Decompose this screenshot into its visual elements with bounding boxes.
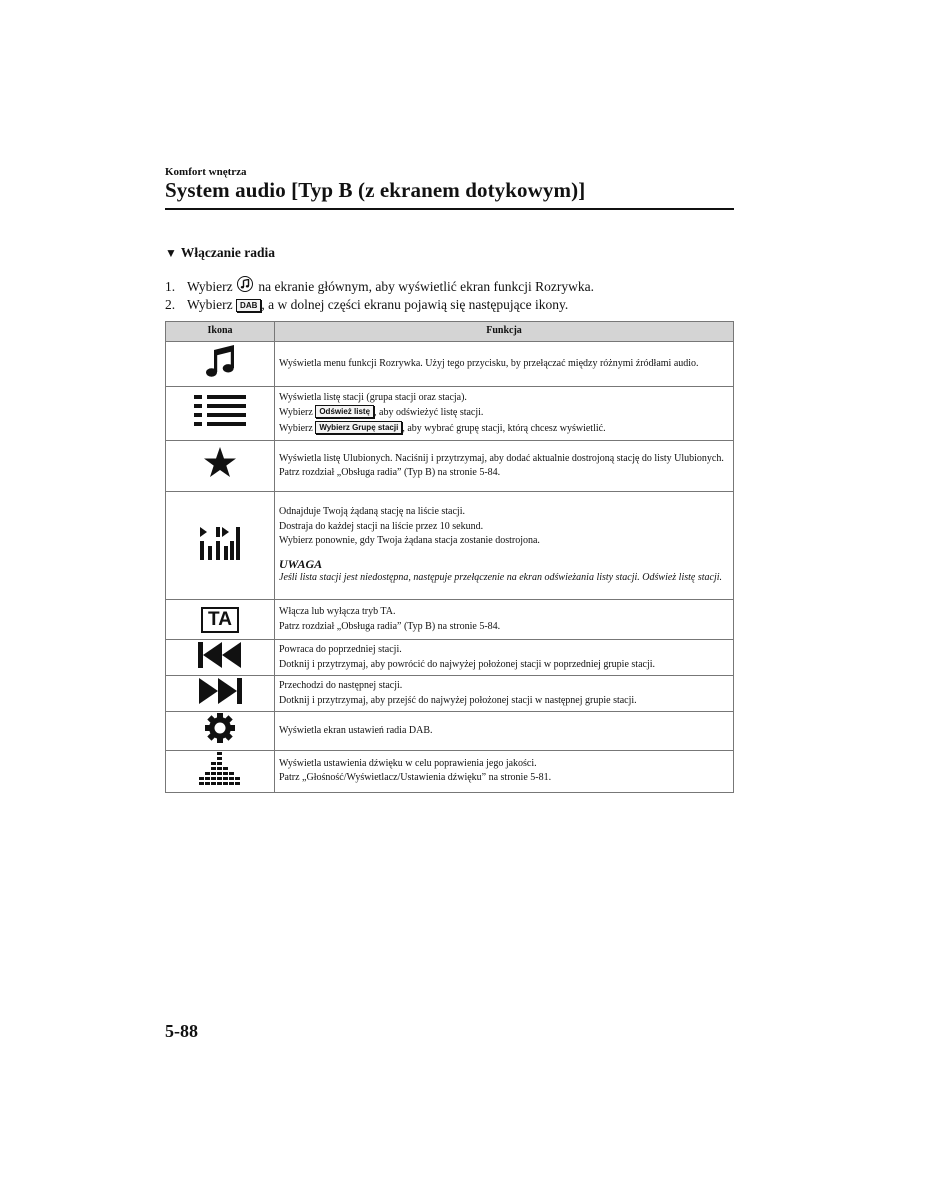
function-cell xyxy=(275,750,734,792)
table-row xyxy=(166,387,734,441)
function-text: Wyświetla listę Ulubionych. Naciśnij i przytrzymaj, aby dodać aktualnie dostrojoną stację do listy Ulubionych. xyxy=(279,452,724,464)
function-text: Wyświetla ustawienia dźwięku w celu poprawienia jego jakości. xyxy=(279,757,537,769)
note-text: Jeśli lista stacji jest niedostępna, następuje przełączenie na ekran odświeżania listy stacji. Odśwież listę stacji. xyxy=(279,572,723,584)
station-list-icon xyxy=(194,393,246,429)
next-track-icon xyxy=(198,677,242,705)
step-text: , a w dolnej części ekranu pojawią się następujące ikony. xyxy=(261,297,569,312)
music-note-circle-icon xyxy=(237,276,253,292)
function-text: Dotknij i przytrzymaj, aby powrócić do najwyżej położonej stacji w poprzedniej grupie stacji. xyxy=(279,658,655,670)
icon-cell xyxy=(166,342,275,387)
title-divider xyxy=(165,208,734,210)
function-text: Patrz rozdział „Obsługa radia” (Typ B) na stronie 5-84. xyxy=(279,467,501,478)
header-icon-column: Ikona xyxy=(166,322,275,342)
icon-function-table xyxy=(165,321,734,793)
function-text-part: , aby odświeżyć listę stacji. xyxy=(374,407,484,419)
header-function-column: Funkcja xyxy=(275,322,734,342)
icon-cell xyxy=(166,712,275,751)
function-text: Włącza lub wyłącza tryb TA. xyxy=(279,606,396,617)
step-number: 2. xyxy=(165,297,176,312)
function-text-part: Wybierz xyxy=(279,422,316,434)
function-text: Wybierz ponownie, gdy Twoja żądana stacja zostanie dostrojona. xyxy=(279,535,540,547)
triangle-marker-icon: ▼ xyxy=(165,246,177,260)
function-cell xyxy=(275,492,734,600)
step-1 xyxy=(165,276,594,295)
function-cell xyxy=(275,640,734,676)
function-text: Wyświetla menu funkcji Rozrywka. Użyj tego przycisku, by przełączać między różnymi źródłami audio. xyxy=(279,357,699,369)
function-text: Przechodzi do następnej stacji. xyxy=(279,680,403,691)
function-text: Patrz „Głośność/Wyświetlacz/Ustawienia dźwięku” na stronie 5-81. xyxy=(279,772,552,783)
previous-track-icon xyxy=(198,641,242,669)
dab-button-chip: DAB xyxy=(236,299,261,312)
function-cell xyxy=(275,342,734,387)
scan-icon xyxy=(200,525,240,561)
function-cell xyxy=(275,600,734,640)
table-row xyxy=(166,750,734,792)
table-header-row xyxy=(166,322,734,342)
table-row xyxy=(166,492,734,600)
page-number: 5-88 xyxy=(165,1021,198,1041)
step-text: na ekranie głównym, aby wyświetlić ekran funkcji Rozrywka. xyxy=(255,279,594,294)
note-heading: UWAGA xyxy=(279,556,323,571)
ta-icon: TA xyxy=(201,607,239,633)
function-text: Wyświetla ekran ustawień radia DAB. xyxy=(279,724,433,736)
function-cell xyxy=(275,441,734,492)
icon-cell xyxy=(166,387,275,441)
step-number: 1. xyxy=(165,279,176,294)
function-cell xyxy=(275,676,734,712)
icon-cell xyxy=(166,676,275,712)
table-row xyxy=(166,441,734,492)
table-row xyxy=(166,640,734,676)
subheading-text: Włączanie radia xyxy=(180,245,276,260)
table-row xyxy=(166,676,734,712)
star-icon xyxy=(203,446,237,480)
step-text: Wybierz xyxy=(187,297,237,312)
function-text: Powraca do poprzedniej stacji. xyxy=(279,644,402,655)
equalizer-icon xyxy=(199,751,241,785)
function-text-part: , aby wybrać grupę stacji, którą chcesz wyświetlić. xyxy=(402,422,606,434)
refresh-list-button-chip: Odśwież listę xyxy=(315,405,374,418)
subheading xyxy=(165,245,275,261)
function-text: Dostraja do każdej stacji na liście przez 10 sekund. xyxy=(279,520,484,532)
step-text: Wybierz xyxy=(187,279,237,294)
icon-cell xyxy=(166,600,275,640)
music-note-icon xyxy=(203,344,237,378)
step-2 xyxy=(165,297,568,313)
gear-icon xyxy=(204,712,236,744)
table-row xyxy=(166,342,734,387)
icon-cell xyxy=(166,441,275,492)
section-label: Komfort wnętrza xyxy=(165,166,247,178)
function-text xyxy=(279,421,729,437)
function-cell xyxy=(275,712,734,751)
icon-cell xyxy=(166,492,275,600)
function-text-part: Wybierz xyxy=(279,407,316,419)
table-row xyxy=(166,600,734,640)
function-text xyxy=(279,405,729,421)
icon-cell xyxy=(166,750,275,792)
table-row xyxy=(166,712,734,751)
function-cell xyxy=(275,387,734,441)
function-text: Odnajduje Twoją żądaną stację na liście stacji. xyxy=(279,506,465,518)
function-text: Dotknij i przytrzymaj, aby przejść do najwyżej położonej stacji w następnej grupie stacji. xyxy=(279,694,637,706)
function-text: Patrz rozdział „Obsługa radia” (Typ B) na stronie 5-84. xyxy=(279,620,501,632)
function-text: Wyświetla listę stacji (grupa stacji oraz stacja). xyxy=(279,391,467,403)
select-station-group-button-chip: Wybierz Grupę stacji xyxy=(315,421,402,434)
page-title: System audio [Typ B (z ekranem dotykowym)] xyxy=(165,178,586,202)
icon-cell xyxy=(166,640,275,676)
